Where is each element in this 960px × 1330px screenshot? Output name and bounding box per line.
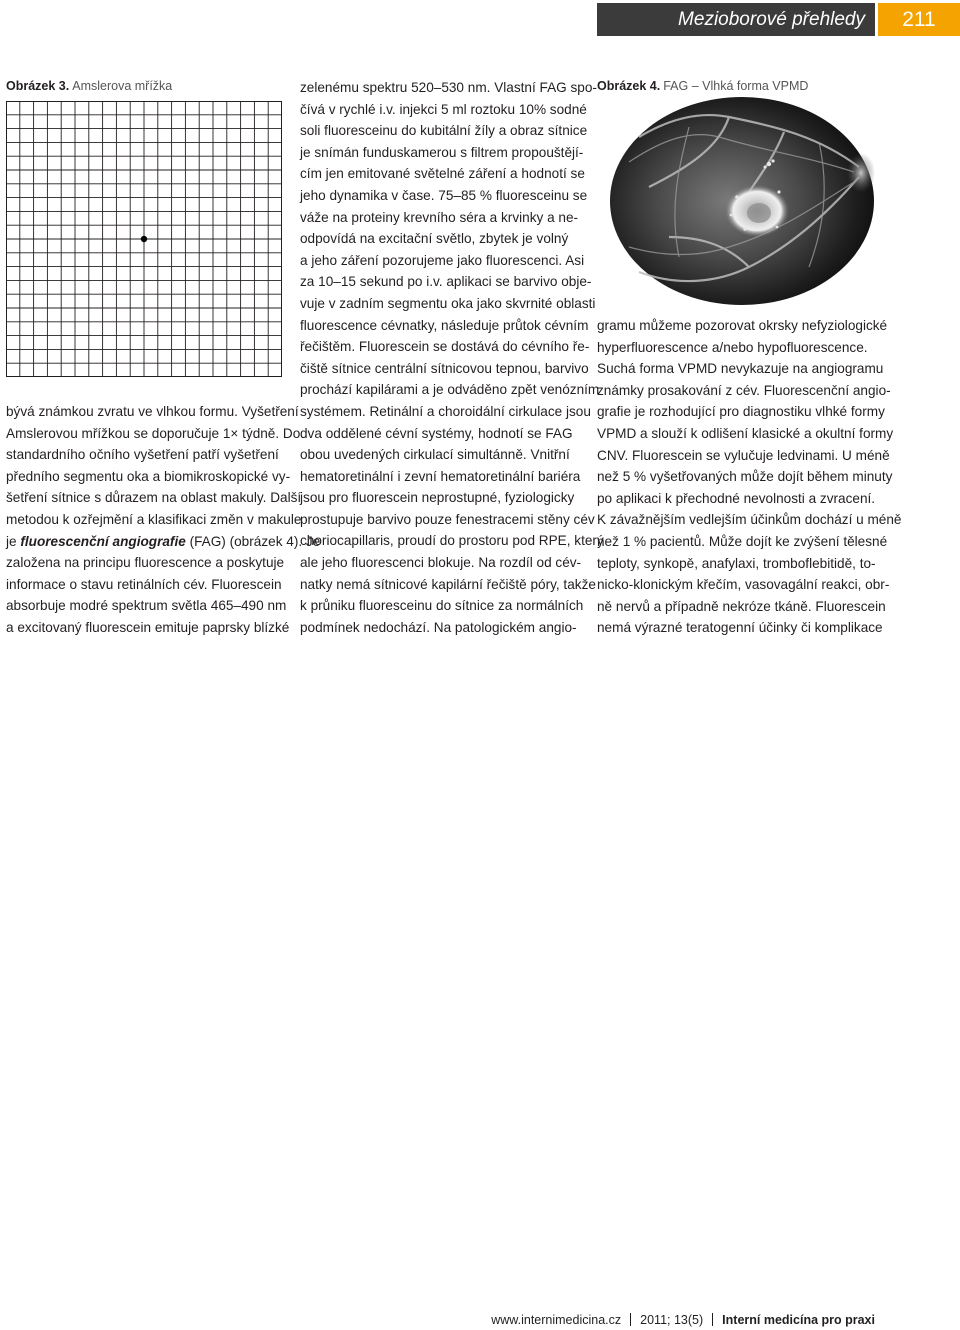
figure3-caption <box>6 79 172 93</box>
col3-line: nemá výrazné teratogenní účinky či komplikace <box>597 620 883 636</box>
col2-line: obou uvedených cirkulací simultánně. Vnitřní <box>300 447 570 463</box>
col2-line: prochází kapilárami a je odváděno zpět venózním <box>300 382 600 398</box>
amsler-grid-figure <box>6 101 282 377</box>
col1-line: standardního očního vyšetření patří vyšetření <box>6 447 279 463</box>
amsler-fixation-dot <box>141 236 147 242</box>
col1-line: absorbuje modré spektrum světla 465–490 nm <box>6 598 287 614</box>
col3-line: než 5 % vyšetřovaných může dojít během minuty <box>597 469 893 485</box>
col2-line: čiště sítnice centrální sítnicovou tepnou, barvivo <box>300 360 589 376</box>
section-header: Mezioborové přehledy <box>597 3 875 36</box>
col3-line: CNV. Fluorescein se vylučuje ledvinami. U méně <box>597 447 890 463</box>
footer-journal: Interní medicína pro praxi <box>722 1313 875 1327</box>
col3-line: gramu můžeme pozorovat okrsky nefyziologické <box>597 318 888 333</box>
col2-line: fluorescence cévnatky, následuje průtok cévním <box>300 317 589 333</box>
col1-emph-pre: je <box>6 533 21 549</box>
col2-line: k průniku fluoresceinu do sítnice za normálních <box>300 598 584 614</box>
col2-line: a jeho záření pozorujeme jako fluorescenci. Asi <box>300 252 585 268</box>
col1-line: metodou k ozřejmění a klasifikaci změn v makule <box>6 511 302 527</box>
col2-line: ale jeho fluorescenci blokuje. Na rozdíl od cév- <box>300 555 582 571</box>
col3-line: než 1 % pacientů. Může dojít ke zvýšení tělesné <box>597 533 888 549</box>
col2-line: hematoretinální i zevní hematoretinální bariéra <box>300 468 581 484</box>
col2-line: váže na proteiny krevního séra a krvinky a ne- <box>300 209 579 225</box>
col2-line: soli fluoresceinu do kubitální žíly a obraz sítnice <box>300 123 588 139</box>
page-number: 211 <box>878 3 960 36</box>
figure4-title: FAG – Vlhká forma VPMD <box>663 79 809 93</box>
col3-line: po aplikaci k přechodné nevolnosti a zvracení. <box>597 490 876 506</box>
col2-line: natky nemá sítnicové kapilární řečiště póry, takže <box>300 576 596 592</box>
col1-line-emphasis <box>6 531 320 553</box>
col3-line: nicko-klonickým křečím, vasovagální reakci, obr- <box>597 577 890 593</box>
column-1 <box>6 401 320 639</box>
page-footer <box>470 1313 875 1327</box>
col3-line: známky prosakování z cév. Fluorescenční angio- <box>597 382 891 398</box>
col2-line: jsou pro fluorescein neprostupné, fyziologicky <box>300 490 575 506</box>
col1-line: bývá známkou zvratu ve vlhkou formu. Vyšetření <box>6 404 299 419</box>
col3-line: teploty, synkopě, anafylaxi, tromboflebitidě, to- <box>597 555 876 571</box>
col3-line: K závažnějším vedlejším účinkům dochází u méně <box>597 512 902 528</box>
fluorescein-angiogram-image <box>609 97 875 306</box>
col1-line: předního segmentu oka a biomikroskopické vy- <box>6 468 291 484</box>
col2-line: čívá v rychlé i.v. injekci 5 ml roztoku 10% sodné <box>300 101 587 117</box>
col2-line: jeho dynamika v čase. 75–85 % fluoresceinu se <box>300 187 588 203</box>
col1-emph-post: (FAG) (obrázek 4). Je <box>185 533 321 549</box>
col2-line: systémem. Retinální a choroidální cirkulace jsou <box>300 403 591 419</box>
figure3-title: Amslerova mřížka <box>72 79 173 93</box>
col1-line: informace o stavu retinálních cév. Fluorescein <box>6 576 282 592</box>
col2-line: za 10–15 sekund po i.v. aplikaci se barvivo obje- <box>300 274 592 290</box>
col2-line: je snímán funduskamerou s filtrem propouštějí- <box>300 144 584 160</box>
column-3 <box>597 315 902 639</box>
col1-line: založena na principu fluorescence a poskytuje <box>6 555 285 571</box>
col3-line: VPMD a slouží k odlišení klasické a okultní formy <box>597 425 894 441</box>
col2-line: zelenému spektru 520–530 nm. Vlastní FAG spo- <box>300 80 597 95</box>
figure4-label: Obrázek 4. <box>597 79 661 93</box>
footer-separator <box>712 1313 713 1326</box>
figure3-label: Obrázek 3. <box>6 79 70 93</box>
col3-line: Suchá forma VPMD nevykazuje na angiogramu <box>597 361 884 377</box>
col3-line: grafie je rozhodující pro diagnostiku vlhké formy <box>597 404 885 420</box>
col1-line: a excitovaný fluorescein emituje paprsky blízké <box>6 619 290 635</box>
col3-line: hyperfluorescence a/nebo hypofluorescence. <box>597 339 868 355</box>
col2-line: choriocapillaris, proudí do prostoru pod RPE, který <box>300 533 604 549</box>
footer-issue: 2011; 13(5) <box>640 1313 704 1327</box>
col2-line: odpovídá na excitační světlo, zbytek je volný <box>300 231 569 247</box>
col2-line: podmínek nedochází. Na patologickém angio- <box>300 619 577 635</box>
footer-website: www.internimedicina.cz <box>491 1313 622 1327</box>
column-2 <box>300 77 604 638</box>
col1-line: šetření sítnice s důrazem na oblast makuly. Další <box>6 490 302 506</box>
col2-line: cím jen emitované světelné záření a hodnotí se <box>300 166 585 182</box>
fag-term: fluorescenční angiografie <box>20 533 186 549</box>
col3-line: ně nervů a případně nekróze tkáně. Fluorescein <box>597 598 886 614</box>
col2-line: dva oddělené cévní systémy, hodnotí se FAG <box>300 425 573 441</box>
footer-separator <box>630 1313 631 1326</box>
col2-line: vuje v zadním segmentu oka jako skvrnité oblasti <box>300 295 596 311</box>
col2-line: prostupuje barvivo pouze fenestracemi stěny cév <box>300 511 595 527</box>
col1-line: Amslerovou mřížkou se doporučuje 1× týdně. Do <box>6 425 301 441</box>
figure4-caption <box>597 79 808 93</box>
col2-line: řečištěm. Fluorescein se dostává do cévního ře- <box>300 339 590 355</box>
